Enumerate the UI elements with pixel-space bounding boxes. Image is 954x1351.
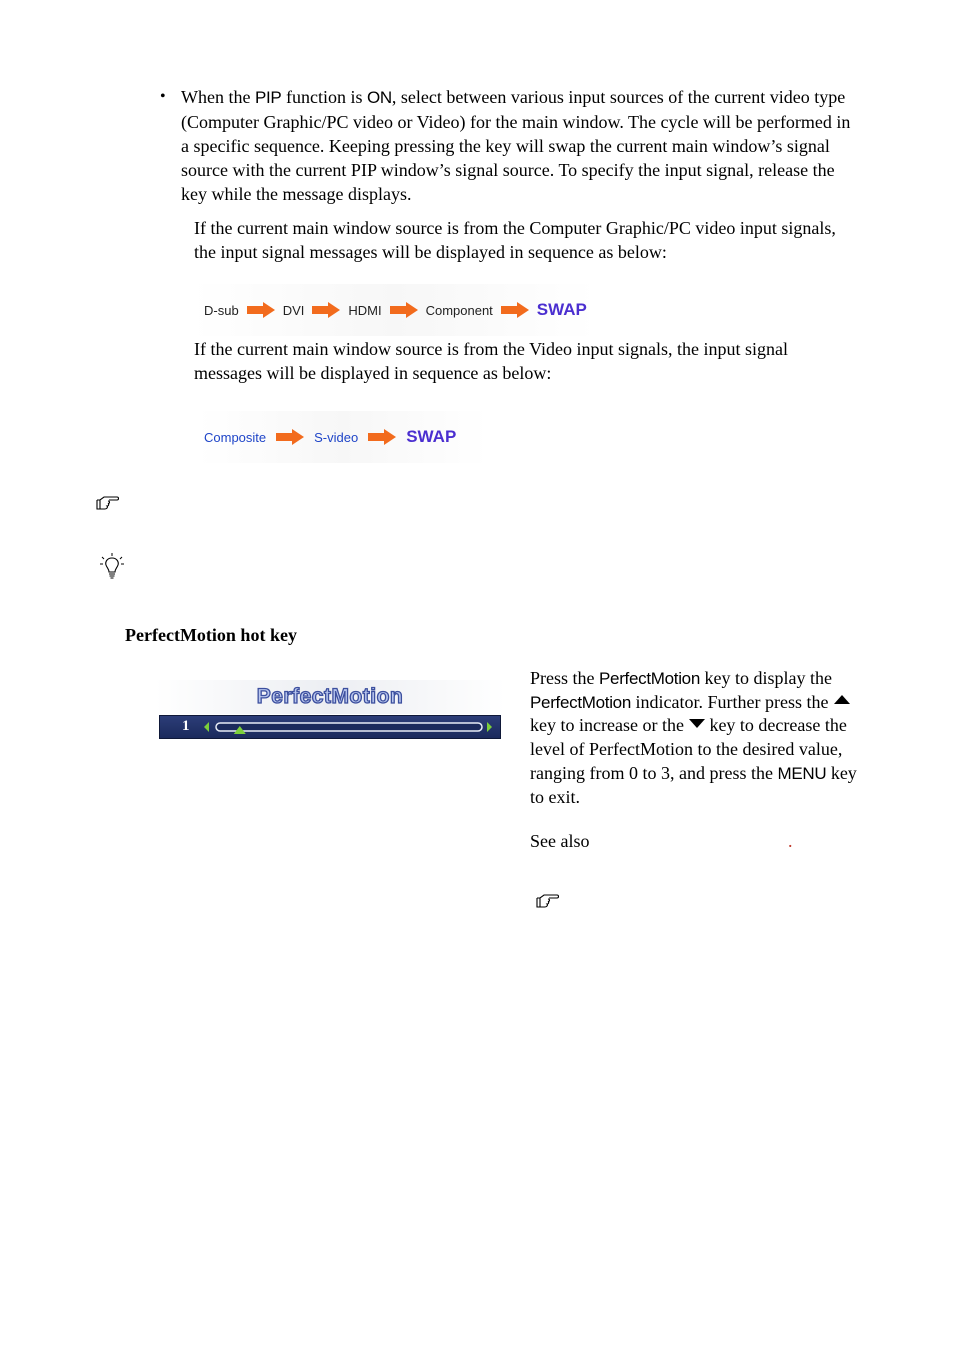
- pip-bullet-text: [181, 85, 860, 206]
- perfectmotion-key-term: PerfectMotion: [599, 669, 700, 688]
- slider-right-arrow-icon: [487, 722, 492, 732]
- on-term: ON: [366, 88, 392, 107]
- down-triangle-key-icon: [688, 717, 706, 729]
- pip-term: PIP: [254, 88, 282, 107]
- seq-item-component: Component: [425, 302, 493, 318]
- desc-text-decrease: key to decrease the level of PerfectMotion to the desired value, ranging from 0 to 3, and press the: [530, 715, 847, 783]
- video-sequence-intro: If the current main window source is from the Video input signals, the input signal messages will be displayed in sequence as below:: [194, 339, 788, 383]
- seq-swap: SWAP: [406, 427, 457, 446]
- perfectmotion-description: [530, 667, 875, 809]
- slider-left-arrow-icon: [204, 722, 209, 732]
- see-also-link-dot[interactable]: .: [788, 831, 793, 851]
- desc-text-increase: key to increase or the: [530, 715, 689, 736]
- slider-track: [216, 723, 482, 731]
- perfectmotion-indicator-term: PerfectMotion: [530, 692, 631, 712]
- pip-bullet: [160, 85, 860, 206]
- seq-item-dsub: D-sub: [204, 302, 239, 318]
- bullet-text-2: function is: [281, 87, 367, 107]
- arrow-right-icon: [368, 429, 396, 445]
- arrow-right-icon: [501, 302, 529, 318]
- osd-title-bar: [155, 680, 505, 714]
- desc-text-display: key to display the: [699, 668, 832, 688]
- pc-sequence-strip: [192, 284, 597, 336]
- menu-key-term: MENU: [777, 763, 827, 783]
- osd-slider-bar: [159, 715, 501, 739]
- osd-slider-graphic: [160, 716, 500, 738]
- pointing-hand-note-icon: [95, 494, 123, 512]
- arrow-right-icon: [390, 302, 418, 318]
- arrow-right-icon: [276, 429, 304, 445]
- desc-text-press: Press the: [530, 668, 599, 688]
- seq-item-svideo: S-video: [314, 429, 359, 445]
- arrow-right-icon: [312, 302, 340, 318]
- bullet-text-1: When the: [181, 87, 255, 107]
- perfectmotion-osd: [155, 680, 505, 744]
- arrow-right-icon: [247, 302, 275, 318]
- bullet-text-3: , select between various input sources of the current video type (Computer Graphic/PC video or Video) for the main window. The cycle will be performed in a specific sequence. Keeping pressing the key will swap the current main window’s signal source with the current PIP window’s signal source. To specify the input signal, release the key while the message displays.: [181, 87, 851, 204]
- osd-title: PerfectMotion: [256, 685, 404, 708]
- pc-sequence-intro: If the current main window source is from the Computer Graphic/PC video input signals, the input signal messages will be displayed in sequence as below:: [194, 218, 836, 262]
- seq-item-composite: Composite: [204, 429, 267, 445]
- lightbulb-tip-icon: [99, 552, 125, 582]
- perfectmotion-heading: PerfectMotion hot key: [125, 625, 297, 645]
- bullet-dot: •: [160, 88, 166, 105]
- seq-item-hdmi: HDMI: [348, 302, 382, 318]
- desc-text-exit: key to exit.: [530, 762, 857, 807]
- pointing-hand-note-icon: [535, 892, 563, 910]
- see-also-text: See also: [530, 831, 590, 851]
- osd-level-value: 1: [182, 718, 190, 734]
- seq-swap: SWAP: [536, 300, 587, 319]
- seq-item-dvi: DVI: [282, 302, 305, 318]
- video-sequence-strip: [198, 411, 488, 463]
- up-triangle-key-icon: [833, 694, 851, 706]
- desc-text-further: indicator. Further press the: [630, 691, 833, 712]
